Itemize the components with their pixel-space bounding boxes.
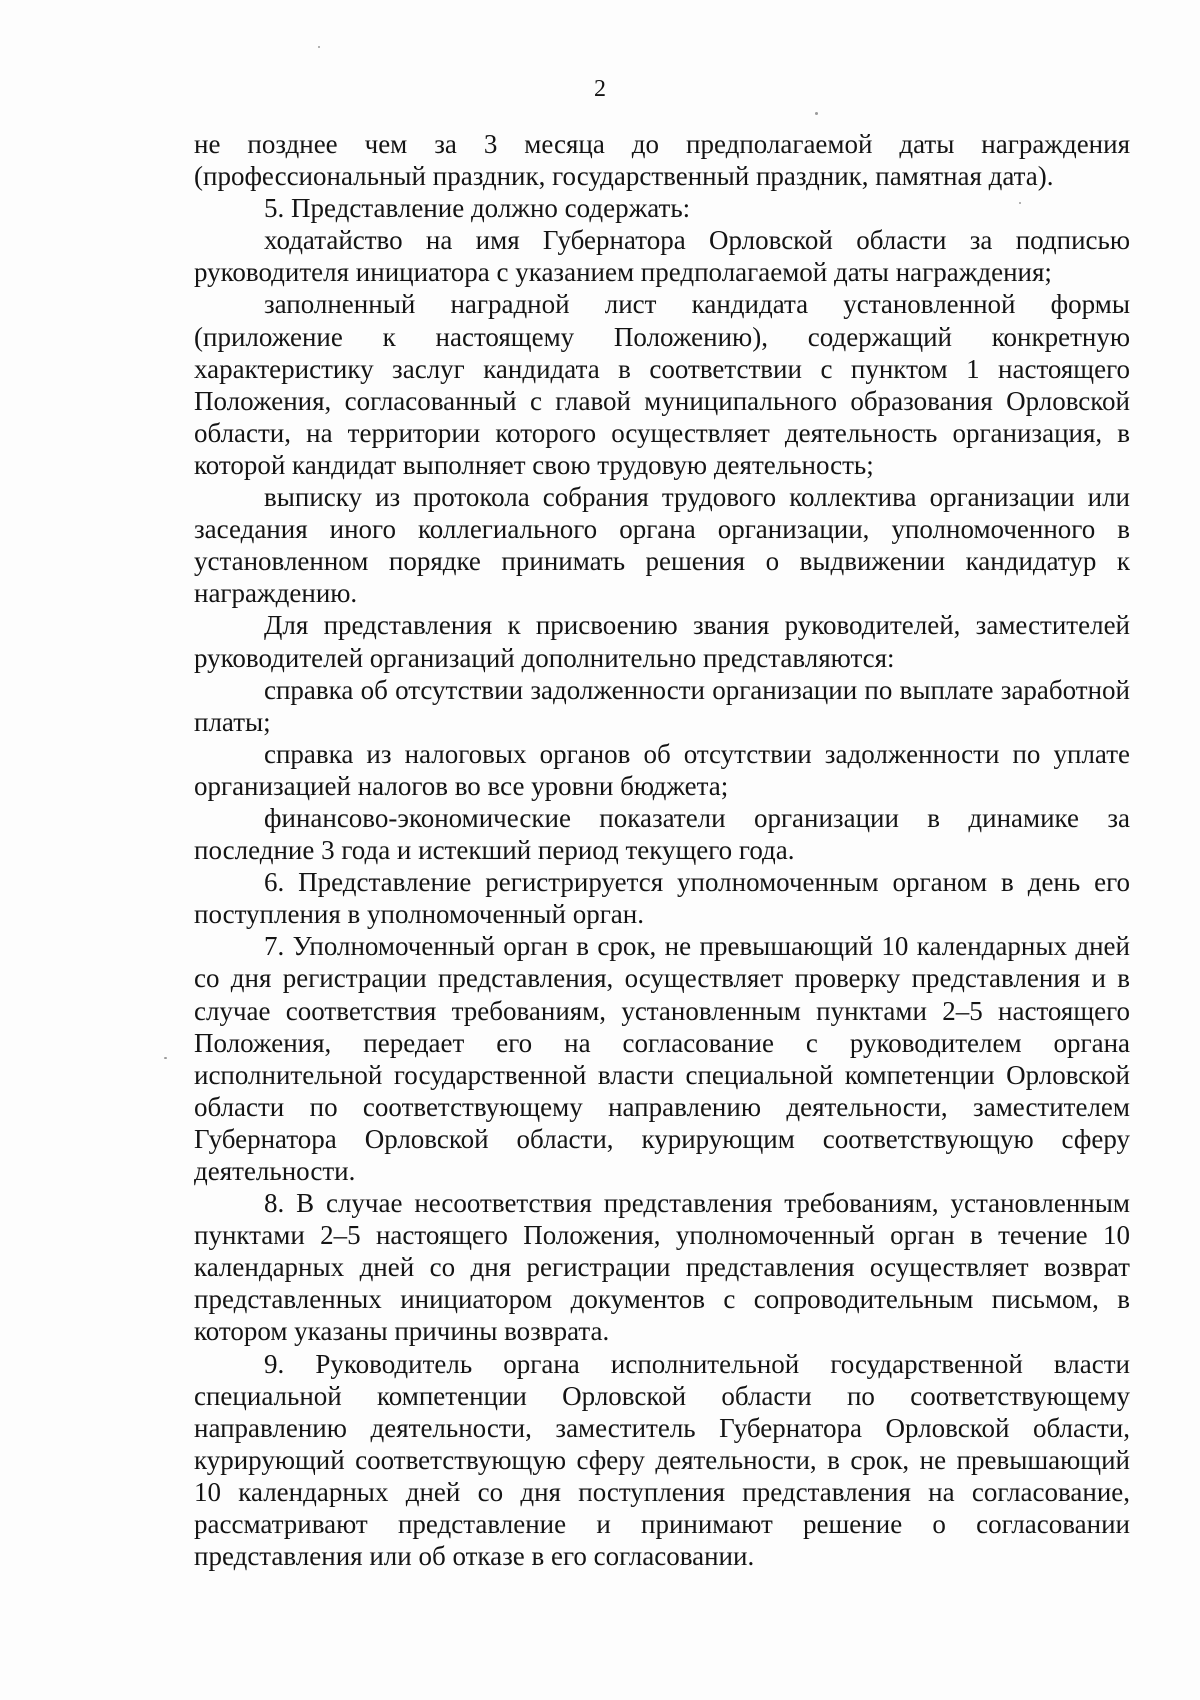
page-number: 2	[594, 76, 606, 102]
paragraph-managers-additional: Для представления к присвоению звания руководителей, заместителей руководителей организаций дополнительно представляются:	[194, 610, 1130, 673]
paragraph-item-5-heading: 5. Представление должно содержать:	[264, 193, 691, 224]
paragraph-tax-certificate: справка из налоговых органов об отсутствии задолженности по уплате организацией налогов во все уровни бюджета;	[194, 738, 1130, 801]
paragraph-protocol-extract: выписку из протокола собрания трудового коллектива организации или заседания иного коллегиального органа организации, уполномоченного в установленном порядке принимать решения о выдвижении кандидатур к награждению.	[194, 482, 1130, 609]
paragraph-item-9: 9. Руководитель органа исполнительной государственной власти специальной компетенции Орловской области по соответствующему направлению деятельности, заместитель Губернатора Орловской области, курирующий соответствующую сферу деятельности, в срок, не превышающий 10 календарных дней со дня поступления представления на согласование, рассматривают представление и принимают решение о согласовании представления или об отказе в его согласовании.	[194, 1348, 1130, 1572]
document-body	[194, 128, 1130, 1572]
paragraph-item-7: 7. Уполномоченный орган в срок, не превышающий 10 календарных дней со дня регистрации представления, осуществляет проверку представления и в случае соответствия требованиям, установленным пунктами 2–5 настоящего Положения, передает его на согласование с руководителем органа исполнительной государственной власти специальной компетенции Орловской области по соответствующему направлению деятельности, заместителем Губернатора Орловской области, курирующим соответствующую сферу деятельности.	[194, 931, 1130, 1186]
paragraph-award-sheet: заполненный наградной лист кандидата установленной формы (приложение к настоящему Положению), содержащий конкретную характеристику заслуг кандидата в соответствии с пунктом 1 настоящего Положения, согласованный с главой муниципального образования Орловской области, на территории которого осуществляет деятельность организация, в которой кандидат выполняет свою трудовую деятельность;	[194, 289, 1130, 480]
scan-speck	[815, 112, 818, 115]
scan-speck	[1019, 202, 1021, 204]
paragraph-petition: ходатайство на имя Губернатора Орловской области за подписью руководителя инициатора с указанием предполагаемой даты награждения;	[194, 225, 1130, 288]
paragraph-deadline: не позднее чем за 3 месяца до предполагаемой даты награждения (профессиональный праздник, государственный праздник, памятная дата).	[194, 129, 1130, 192]
scan-speck	[318, 46, 320, 48]
scan-speck	[164, 1057, 167, 1059]
paragraph-item-6: 6. Представление регистрируется уполномоченным органом в день его поступления в уполномоченный орган.	[194, 867, 1130, 930]
paragraph-financial-indicators: финансово-экономические показатели организации в динамике за последние 3 года и истекший период текущего года.	[194, 802, 1130, 866]
paragraph-salary-certificate: справка об отсутствии задолженности организации по выплате заработной платы;	[194, 674, 1130, 737]
paragraph-item-8: 8. В случае несоответствия представления требованиям, установленным пунктами 2–5 настоящего Положения, уполномоченный орган в течение 10 календарных дней со дня регистрации представления осуществляет возврат представленных инициатором документов с сопроводительным письмом, в котором указаны причины возврата.	[194, 1188, 1130, 1347]
